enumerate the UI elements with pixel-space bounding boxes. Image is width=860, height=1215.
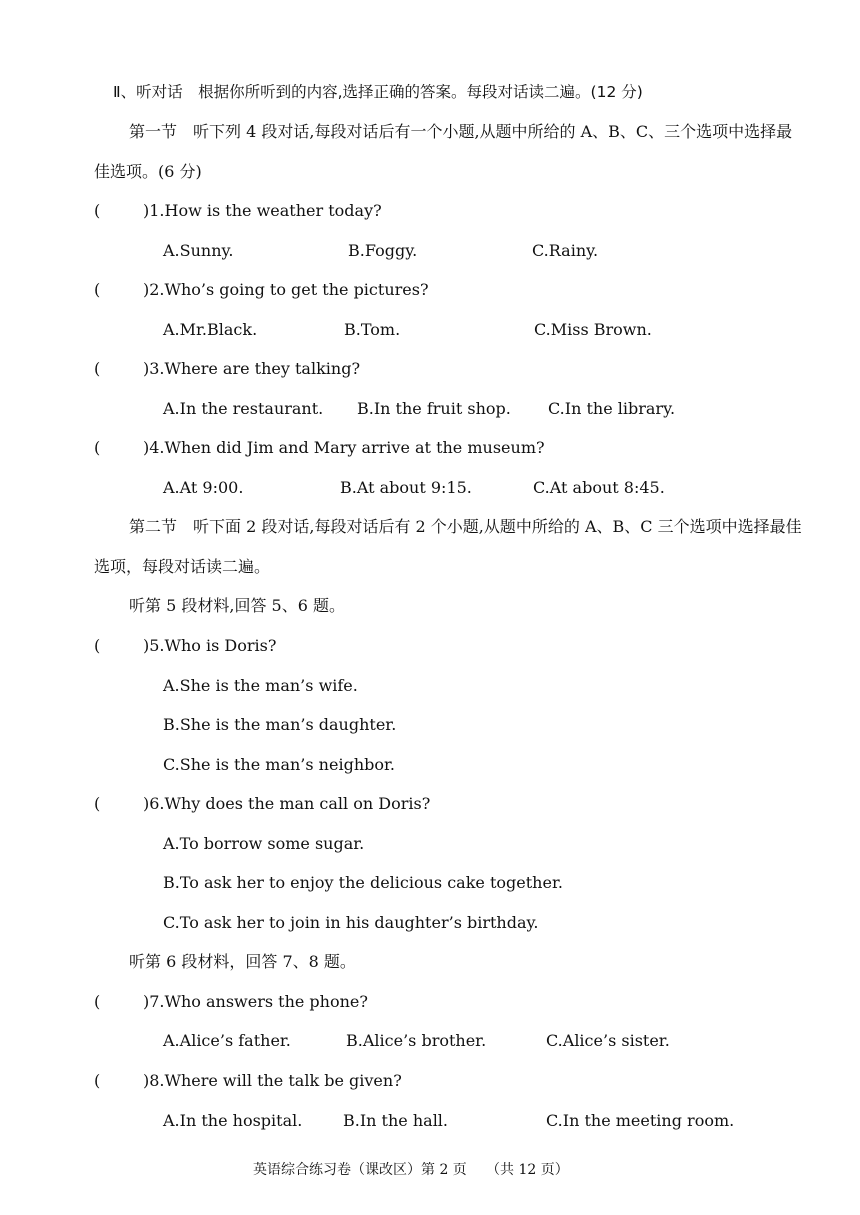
option-a: A.To borrow some sugar. (163, 834, 365, 853)
answer-blank[interactable]: ( (94, 992, 101, 1011)
option-b: B.At about 9:15. (340, 478, 472, 497)
question-text: )5.Who is Doris? (143, 636, 277, 655)
question-3 (94, 359, 360, 379)
option-a: A.At 9:00. (163, 478, 244, 497)
question-8 (94, 1071, 402, 1091)
question-text: )4.When did Jim and Mary arrive at the museum? (143, 438, 545, 457)
question-text: )7.Who answers the phone? (143, 992, 368, 1011)
question-4 (94, 438, 545, 458)
option-a: A.In the hospital. (163, 1111, 303, 1130)
option-b: B.Alice’s brother. (346, 1031, 487, 1050)
option-a: A.Sunny. (163, 241, 234, 260)
option-a: A.Alice’s father. (163, 1031, 291, 1050)
option-b: B.In the hall. (343, 1111, 449, 1130)
question-7 (94, 992, 368, 1012)
part2-instruction-line1: 第二节 听下面 2 段对话,每段对话后有 2 个小题,从题中所给的 A、B、C 三个选项中选择最佳 (129, 517, 802, 536)
option-b: B.To ask her to enjoy the delicious cake together. (163, 873, 563, 892)
part2-instruction-line2: 选项，每段对话读二遍。 (94, 557, 271, 576)
option-c: C.She is the man’s neighbor. (163, 755, 395, 774)
answer-blank[interactable]: ( (94, 359, 101, 378)
footer-page-label: 英语综合练习卷（课改区）第 2 页 (253, 1162, 467, 1178)
question-text: )1.How is the weather today? (143, 201, 382, 220)
option-b: B.Tom. (344, 320, 401, 339)
question-text: )8.Where will the talk be given? (143, 1071, 402, 1090)
question-2 (94, 280, 429, 300)
question-text: )6.Why does the man call on Doris? (143, 794, 431, 813)
footer-page-total: （共 12 页） (486, 1162, 569, 1178)
option-c: C.Rainy. (532, 241, 599, 260)
option-a: A.Mr.Black. (163, 320, 258, 339)
option-a: A.She is the man’s wife. (163, 676, 358, 695)
part1-instruction-line1: 第一节 听下列 4 段对话,每段对话后有一个小题,从题中所给的 A、B、C、三个选项中选择最 (129, 122, 793, 141)
option-c: C.Alice’s sister. (546, 1031, 670, 1050)
part1-instruction-line2: 佳选项。(6 分) (94, 162, 202, 181)
option-c: C.At about 8:45. (533, 478, 665, 497)
answer-blank[interactable]: ( (94, 201, 101, 220)
question-5 (94, 636, 276, 656)
option-a: A.In the restaurant. (163, 399, 324, 418)
option-c: C.In the meeting room. (546, 1111, 735, 1130)
question-6 (94, 794, 430, 814)
question-text: )2.Who’s going to get the pictures? (143, 280, 429, 299)
answer-blank[interactable]: ( (94, 636, 101, 655)
answer-blank[interactable]: ( (94, 280, 101, 299)
material-5-heading: 听第 5 段材料,回答 5、6 题。 (129, 596, 345, 615)
question-text: )3.Where are they talking? (143, 359, 361, 378)
answer-blank[interactable]: ( (94, 1071, 101, 1090)
option-c: C.Miss Brown. (534, 320, 652, 339)
option-b: B.Foggy. (348, 241, 418, 260)
section-title: Ⅱ、听对话 根据你所听到的内容,选择正确的答案。每段对话读二遍。(12 分) (113, 83, 643, 101)
answer-blank[interactable]: ( (94, 794, 101, 813)
material-6-heading: 听第 6 段材料，回答 7、8 题。 (129, 952, 356, 971)
option-b: B.In the fruit shop. (357, 399, 511, 418)
question-1 (94, 201, 382, 221)
option-c: C.In the library. (548, 399, 676, 418)
option-c: C.To ask her to join in his daughter’s birthday. (163, 913, 539, 932)
option-b: B.She is the man’s daughter. (163, 715, 397, 734)
answer-blank[interactable]: ( (94, 438, 101, 457)
